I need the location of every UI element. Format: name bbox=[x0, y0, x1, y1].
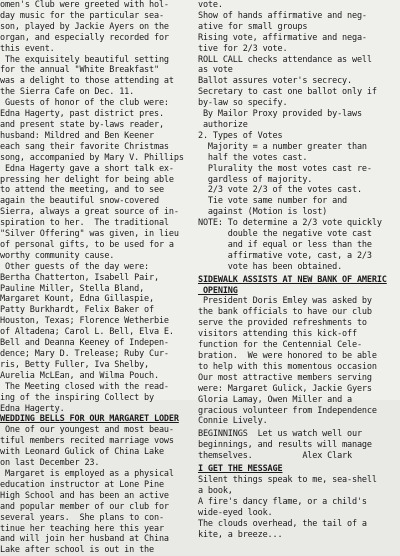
text-line: Secretary to cast one ballot only if bbox=[198, 87, 377, 98]
text-line: Rising vote, affirmative and nega- bbox=[198, 32, 367, 43]
message-heading: I GET THE MESSAGE bbox=[198, 464, 283, 475]
text-line: themselves. Alex Clark bbox=[198, 451, 352, 462]
text-line: bration. We were honored to be able bbox=[198, 351, 377, 361]
text-line: Edna Hagerty, past district pres. bbox=[0, 109, 164, 120]
text-line: vote. bbox=[198, 0, 223, 10]
text-line: The exquisitely beautiful setting bbox=[0, 54, 169, 65]
wedding-article bbox=[0, 425, 194, 556]
text-line: serve the provided refreshments to bbox=[198, 318, 367, 329]
voting-procedures bbox=[198, 0, 398, 273]
text-line: Margaret Kount, Edna Gillaspie, bbox=[0, 294, 154, 305]
text-line: wide-eyed look. bbox=[198, 507, 273, 518]
text-line: and present state by-laws reader, bbox=[0, 119, 164, 130]
text-line: visitors attending this kick-off bbox=[198, 329, 357, 340]
text-line: gracious volunteer from Independence bbox=[198, 405, 377, 416]
text-line: as vote bbox=[198, 65, 233, 76]
right-column bbox=[198, 0, 398, 540]
text-line: Show of hands affirmative and neg- bbox=[198, 10, 367, 21]
text-line: several years. She plans to con- bbox=[0, 512, 164, 523]
text-line: tiful members recited marriage vows bbox=[0, 436, 174, 447]
text-line: day music for the particular sea- bbox=[0, 10, 164, 21]
text-line: Guests of honor of the club were: bbox=[0, 98, 169, 109]
text-line: Our most attractive members serving bbox=[198, 372, 372, 383]
text-line: the Sierra Cafe on Dec. 11. bbox=[0, 87, 135, 98]
text-line: President Doris Emley was asked by bbox=[198, 296, 372, 307]
text-line: double the negative vote cast bbox=[198, 229, 372, 240]
text-line: affirmative vote, cast, a 2/3 bbox=[198, 250, 372, 261]
text-line: NOTE: To determine a 2/3 vote quickly bbox=[198, 218, 382, 229]
sidewalk-article bbox=[198, 296, 398, 427]
text-line: vote has been obtained. bbox=[198, 261, 343, 272]
text-line: and if equal or less than the bbox=[198, 239, 372, 250]
text-line: half the votes cast. bbox=[198, 152, 308, 163]
text-line: Pauline Miller, Stella Bland, bbox=[0, 283, 145, 294]
text-line: The clouds overhead, the tail of a bbox=[198, 518, 367, 529]
text-line: Connie Lively. bbox=[198, 416, 268, 427]
text-line: function for the Centennial Cele- bbox=[198, 340, 362, 351]
text-line: Patty Burkhardt, Felix Baker of bbox=[0, 305, 154, 316]
text-line: ing of the inspiring Collect by bbox=[0, 392, 154, 403]
text-line: A fire's dancy flame, or a child's bbox=[198, 496, 367, 507]
text-line: 2/3 vote 2/3 of the votes cast. bbox=[198, 185, 362, 196]
text-line: against (Motion is lost) bbox=[198, 207, 328, 218]
text-line: kite, a breeze... bbox=[198, 529, 283, 540]
text-line: on last December 23. bbox=[0, 458, 100, 469]
text-line: By Mailor Proxy provided by-laws bbox=[198, 109, 362, 120]
text-line: Gloria Lamay, Owen Miller and a bbox=[198, 394, 352, 405]
text-line: with Leonard Gulick of China Lake bbox=[0, 447, 164, 458]
text-line: spiration to her. The traditional bbox=[0, 218, 169, 229]
text-line: One of our youngest and most beau- bbox=[0, 425, 174, 436]
text-line: Bell and Deanna Keeney of Indepen- bbox=[0, 338, 169, 349]
beginnings-quote bbox=[198, 429, 398, 462]
text-line: Silent things speak to me, sea-shell bbox=[198, 474, 377, 485]
text-line: Edna Hagerty gave a short talk ex- bbox=[0, 163, 174, 174]
text-line: dence; Mary D. Trelease; Ruby Cur- bbox=[0, 349, 169, 359]
text-line: tinue her teaching here this year bbox=[0, 523, 164, 534]
text-line: again the beautiful snow-covered bbox=[0, 196, 159, 207]
text-line: and popular member of our club for bbox=[0, 501, 169, 512]
text-line: worthy community cause. bbox=[0, 250, 115, 261]
text-line: 2. Types of Votes bbox=[198, 130, 283, 141]
left-column bbox=[0, 0, 194, 556]
text-line: pressing her delight for being able bbox=[0, 174, 174, 185]
sidewalk-heading-line2: OPENING bbox=[198, 285, 238, 296]
text-line: each sang their favorite Christmas bbox=[0, 141, 169, 152]
club-breakfast-article bbox=[0, 0, 194, 414]
text-line: and will join her husband at China bbox=[0, 534, 169, 545]
text-line: song, accompanied by Mary V. Phillips bbox=[0, 152, 184, 163]
text-line: to help with this momentous occasion bbox=[198, 361, 377, 372]
text-line: The Meeting closed with the read- bbox=[0, 381, 169, 392]
text-line: a book, bbox=[198, 485, 233, 496]
text-line: Bertha Chatterton, Isabell Pair, bbox=[0, 272, 159, 283]
text-line: Aurelia McLEan, and Wilma Pouch. bbox=[0, 370, 159, 381]
text-line: Other guests of the day were: bbox=[0, 261, 150, 272]
text-line: Lake after school is out in the bbox=[0, 545, 154, 556]
text-line: ative for small groups bbox=[198, 21, 308, 32]
text-line: Sierra, always a great source of in- bbox=[0, 207, 179, 218]
text-line: ris, Betty Fuller, Iva Shelby, bbox=[0, 359, 150, 370]
text-line: were: Margaret Gulick, Jackie Gyers bbox=[198, 383, 372, 394]
text-line: ROLL CALL checks attendance as well bbox=[198, 54, 372, 65]
text-line: Ballot assures voter's secrecy. bbox=[198, 76, 352, 87]
text-line: Plurality the most votes cast re- bbox=[198, 163, 372, 174]
text-line: Houston, Texas; Florence Wetherbie bbox=[0, 316, 169, 327]
text-line: BEGINNINGS Let us watch well our bbox=[198, 429, 362, 440]
text-line: High School and has been an active bbox=[0, 490, 169, 501]
text-line: tive for 2/3 vote. bbox=[198, 43, 288, 54]
text-line: Tie vote same number for and bbox=[198, 196, 348, 207]
text-line: was a delight to those attending at bbox=[0, 76, 174, 87]
text-line: of Altadena; Carol L. Bell, Elva E. bbox=[0, 327, 174, 338]
text-line: Majority = a number greater than bbox=[198, 141, 367, 152]
text-line: Margaret is employed as a physical bbox=[0, 468, 174, 479]
text-line: omen's Club were greeted with hol- bbox=[0, 0, 169, 10]
text-line: of personal gifts, to be used for a bbox=[0, 239, 174, 250]
message-poem bbox=[198, 475, 398, 540]
text-line: "Silver Offering" was given, in lieu bbox=[0, 229, 179, 240]
text-line: by-law so specify. bbox=[198, 98, 288, 109]
sidewalk-heading-line1: SIDEWALK ASSISTS AT NEW BANK OF AMERIC bbox=[198, 274, 387, 285]
text-line: authorize bbox=[198, 119, 248, 130]
text-line: for the annual "White Breakfast" bbox=[0, 65, 159, 76]
text-line: the bank officials to have our club bbox=[198, 307, 372, 318]
text-line: Edna Hagerty. bbox=[0, 403, 65, 414]
wedding-heading: WEDDING BELLS FOR OUR MARGARET LODER bbox=[0, 414, 179, 425]
text-line: beginnings, and results will manage bbox=[198, 440, 372, 451]
text-line: to attend the meeting, and to see bbox=[0, 185, 164, 196]
text-line: gardless of majority. bbox=[198, 174, 313, 185]
text-line: son, played by Jackie Ayers on the bbox=[0, 21, 169, 32]
text-line: this event. bbox=[0, 43, 55, 54]
text-line: husband: Mildred and Ben Keener bbox=[0, 130, 154, 141]
text-line: education instructor at Lone Pine bbox=[0, 479, 164, 490]
text-line: organ, and especially recorded for bbox=[0, 32, 169, 43]
